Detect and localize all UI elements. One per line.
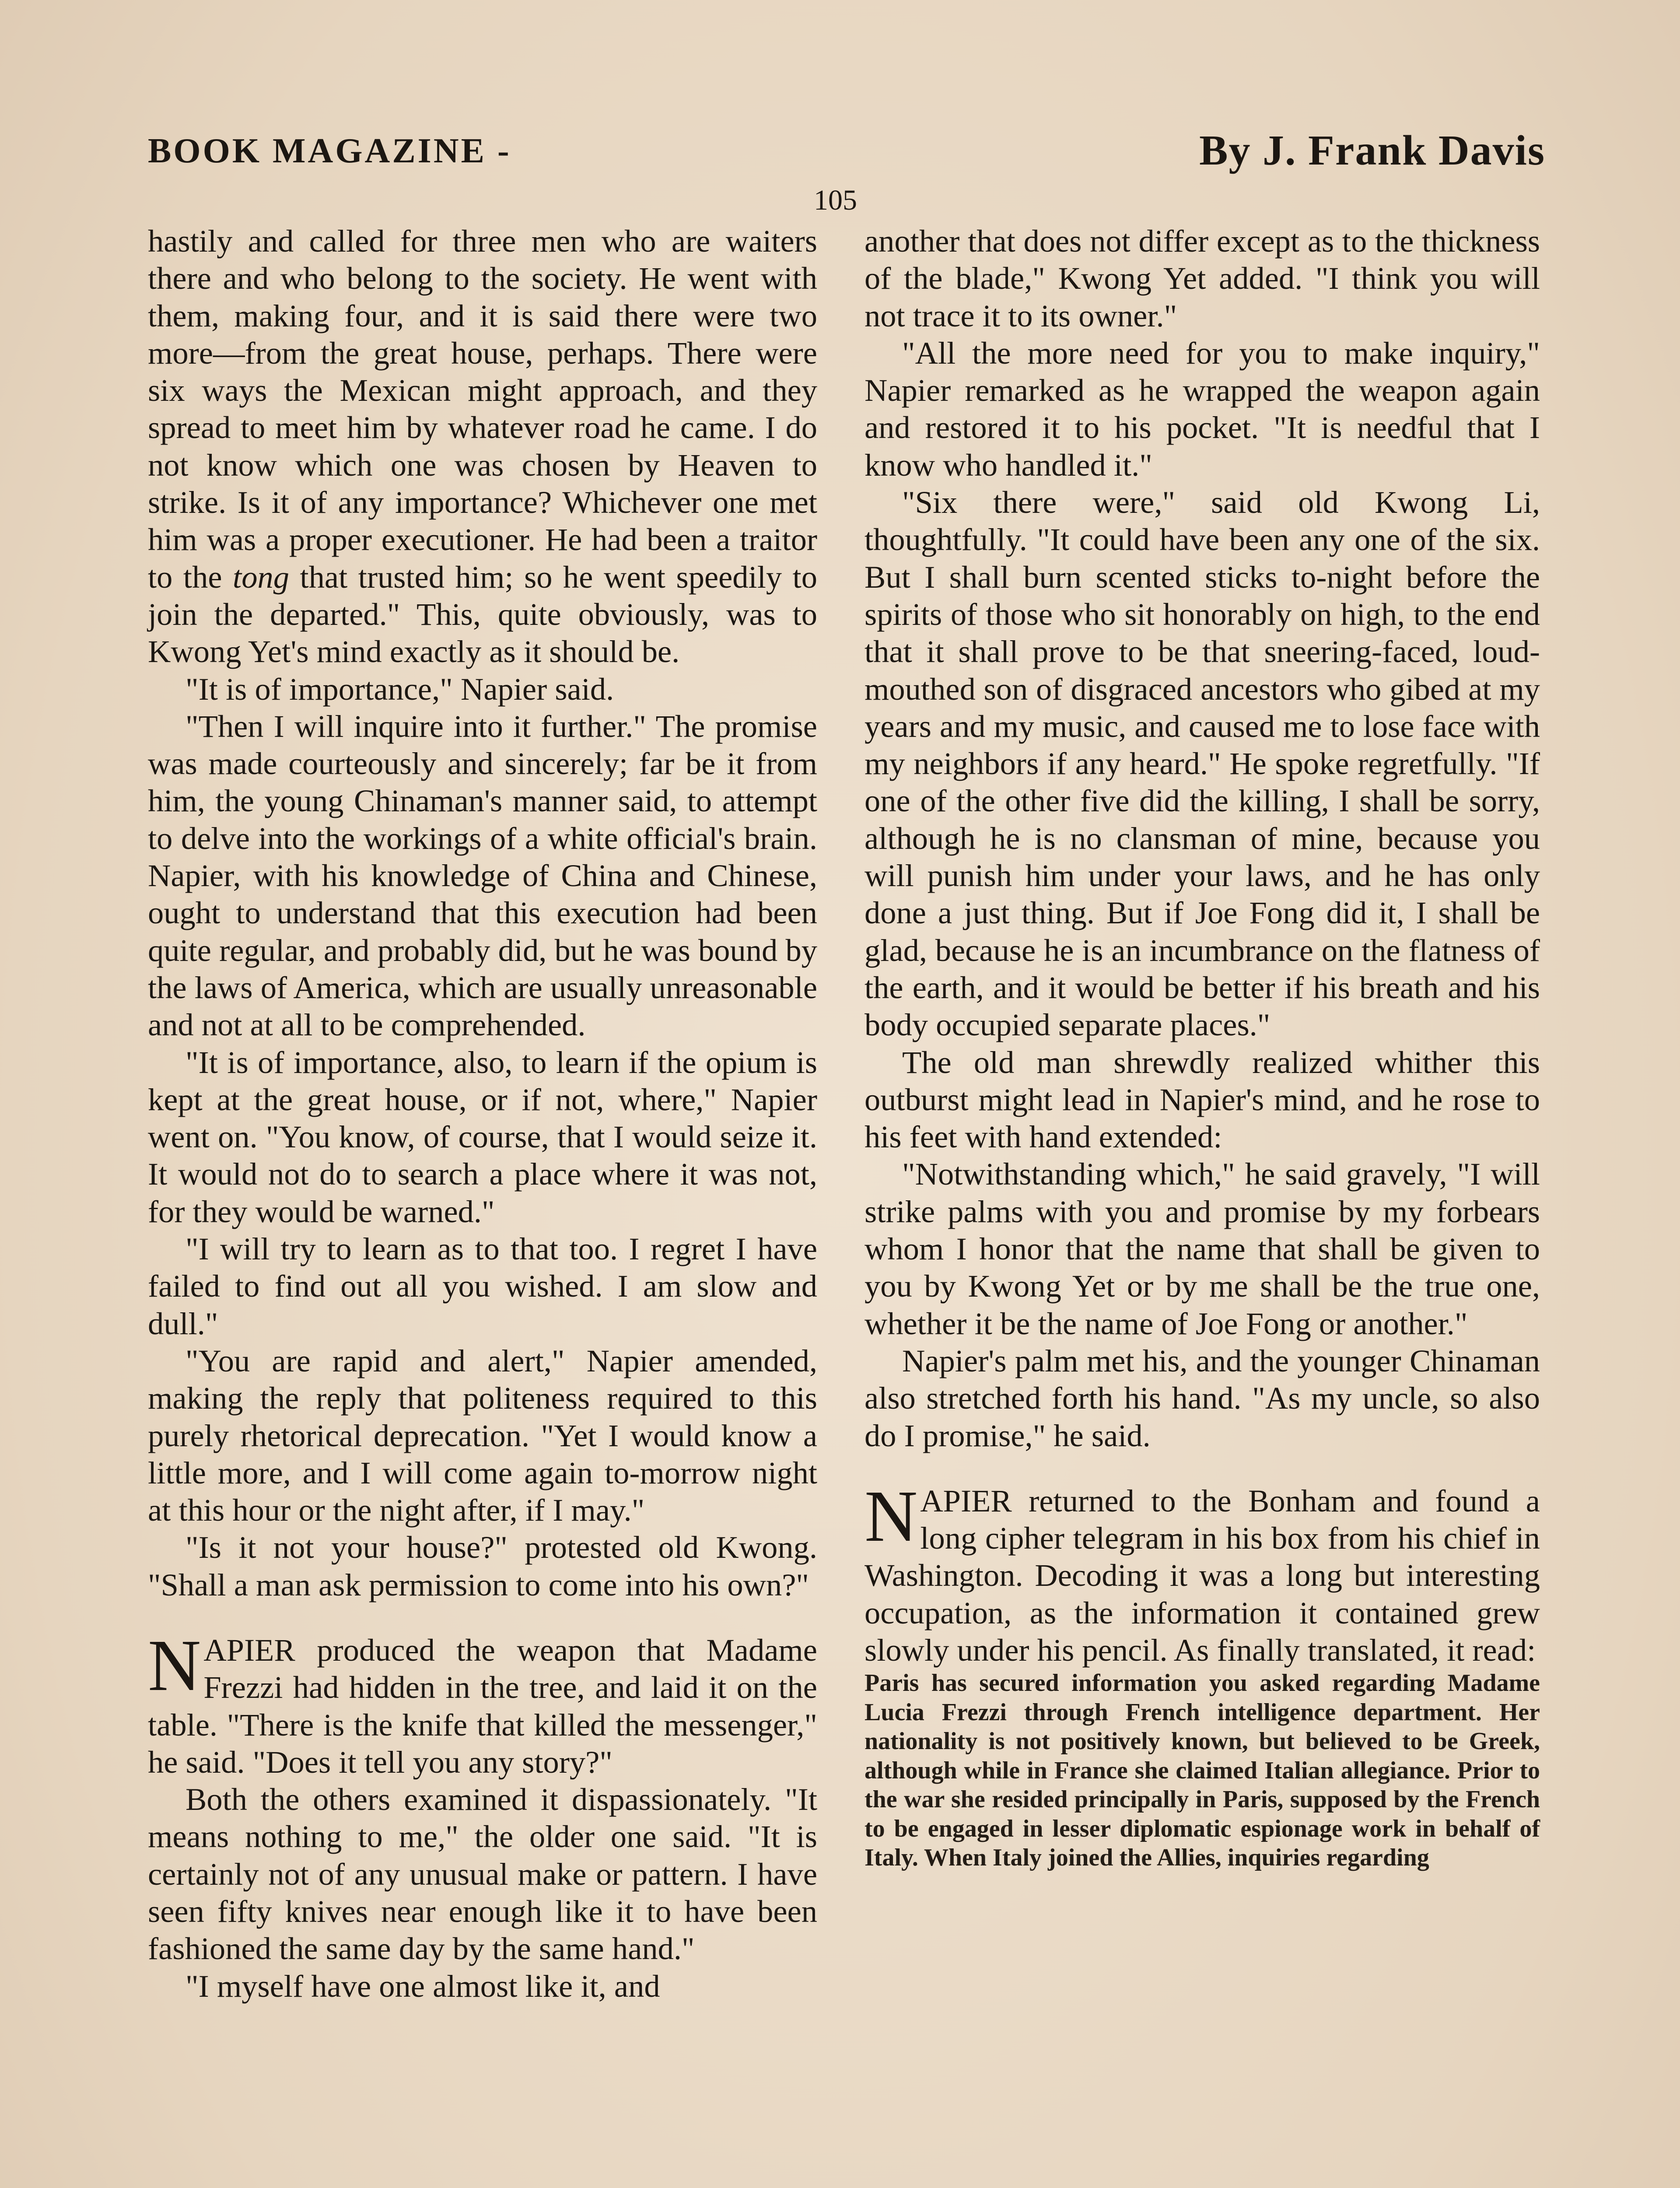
paragraph: "I myself have one almost like it, and: [186, 1968, 660, 2004]
paragraph: The old man shrewdly realized whither this outburst might lead in Napier's mind, and he rose to his feet with hand extended:: [864, 1044, 1540, 1155]
section-paragraph: NAPIER returned to the Bonham and found a long cipher telegram in his box from his chief in Washington. Decoding it was a long but interesting occupation, as the information it contained grew slowly under his pencil. As finally translated, it read:: [864, 1475, 1540, 1668]
paragraph: "I will try to learn as to that too. I regret I have failed to find out all you wished. I am slow and dull.": [148, 1231, 817, 1341]
right-column: [864, 222, 1540, 1872]
paragraph: "Six there were," said old Kwong Li, thoughtfully. "It could have been any one of the six. But I shall burn scented sticks to-night before the spirits of those who sit honorably on high, to the end that it shall prove to be that sneering-faced, loud-mouthed son of disgraced ancestors who gibed at my years and my music, and caused me to lose face with my neighbors if any heard." He spoke regretfully. "If one of the other five did the killing, I shall be sorry, although he is no clansman of mine, because you will punish him under your laws, and he has only done a just thing. But if Joe Fong did it, I shall be glad, because he is an incumbrance on the flatness of the earth, and it would be better if his breath and his body occupied separate places.": [864, 484, 1540, 1043]
paragraph: Napier's palm met his, and the younger Chinaman also stretched forth his hand. "As my uncle, so also do I promise," he said.: [864, 1343, 1540, 1453]
paragraph: "It is of importance," Napier said.: [186, 671, 614, 707]
paragraph: "Then I will inquire into it further." The promise was made courteously and sincerely; far be it from him, the young Chinaman's manner said, to attempt to delve into the workings of a white official's brain. Napier, with his knowledge of China and Chinese, ought to understand that this execution had been quite regular, and probably did, but he was bound by the laws of America, which are usually unreasonable and not at all to be comprehended.: [148, 708, 818, 1043]
paragraph: "You are rapid and alert," Napier amended, making the reply that politeness required to this purely rhetorical deprecation. "Yet I would know a little more, and I will come again to-morrow night at this hour or the night after, if I may.": [148, 1343, 817, 1528]
italic-word: tong: [233, 559, 289, 595]
paragraph: "Notwithstanding which," he said gravely, "I will strike palms with you and promise by my forbears whom I honor that the name that shall be given to you by Kwong Yet or by me shall be the true one, whether it be the name of Joe Fong or another.": [864, 1156, 1540, 1341]
drop-cap: N: [148, 1624, 201, 1706]
paragraph: another that does not differ except as to the thickness of the blade," Kwong Yet added. "I think you will not trace it to its owner.": [864, 223, 1540, 333]
section-paragraph: NAPIER produced the weapon that Madame Frezzi had hidden in the tree, and laid it on the table. "There is the knife that killed the messenger," he said. "Does it tell you any story?": [148, 1624, 817, 1780]
paragraph: hastily and called for three men who are waiters there and who belong to the society. He went with them, making four, and it is said there were two more—from the great house, perhaps. There were six ways the Mexican might approach, and they spread to meet him by whatever road he came. I do not know which one was chosen by Heaven to strike. Is it of any importance? Whichever one met him was a proper executioner. He had been a traitor to the tong that trusted him; so he went speedily to join the departed." This, quite obviously, was to Kwong Yet's mind exactly as it should be.: [148, 223, 818, 670]
paragraph: Both the others examined it dispassionately. "It means nothing to me," the older one said. "It is certainly not of any unusual make or pattern. I have seen fifty knives near enough like it to have been fashioned the same day by the same hand.": [148, 1781, 817, 1967]
drop-cap: N: [864, 1475, 918, 1557]
author-byline: By J. Frank Davis: [1199, 127, 1545, 174]
paragraph: "It is of importance, also, to learn if the opium is kept at the great house, or if not, where," Napier went on. "You know, of course, that I would seize it. It would not do to search a place where it was not, for they would be warned.": [148, 1044, 817, 1229]
page-number: 105: [814, 184, 857, 216]
magazine-title: BOOK MAGAZINE -: [148, 132, 511, 170]
paragraph: "Is it not your house?" protested old Kwong. "Shall a man ask permission to come into his own?": [148, 1529, 817, 1602]
telegram-text: Paris has secured information you asked regarding Madame Lucia Frezzi through French intelligence department. Her nationality is not positively known, but believed to be Greek, although while in France she claimed Italian allegiance. Prior to the war she resided principally in Paris, supposed by the French to be engaged in lesser diplomatic espionage work in behalf of Italy. When Italy joined the Allies, inquiries regarding: [864, 1669, 1540, 1872]
left-column: [148, 222, 817, 2005]
paragraph: "All the more need for you to make inquiry," Napier remarked as he wrapped the weapon again and restored it to his pocket. "It is needful that I know who handled it.": [864, 335, 1540, 483]
